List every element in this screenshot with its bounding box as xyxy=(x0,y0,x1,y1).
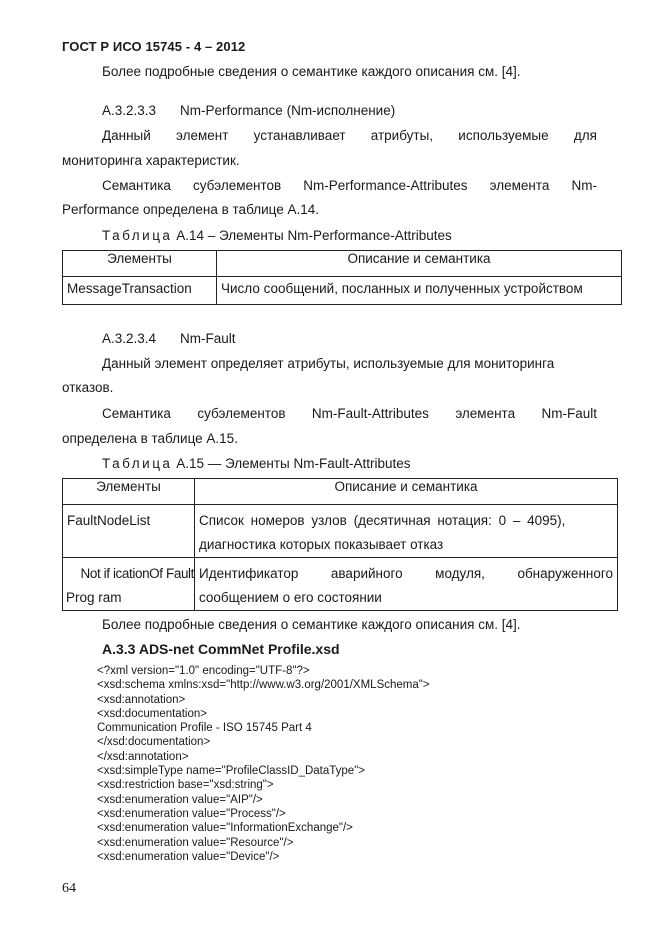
paragraph-performance-semantics-line2: Performance определена в таблице А.14. xyxy=(62,202,319,217)
table-cell xyxy=(195,558,618,611)
table-cell: Число сообщений, посланных и полученных устройством xyxy=(217,277,622,305)
code-line: <xsd:schema xmlns:xsd="http://www.w3.org/2001/XMLSchema"> xyxy=(97,679,430,692)
table-caption-a14 xyxy=(102,228,452,244)
word: Nm-Fault xyxy=(541,406,597,421)
table-header-elements: Элементы xyxy=(63,479,195,505)
code-line: <xsd:enumeration value="AIP"/> xyxy=(97,793,263,806)
word: Идентификатор xyxy=(199,566,299,581)
code-line: Communication Profile - ISO 15745 Part 4 xyxy=(97,722,312,735)
subsection-heading-performance xyxy=(102,103,395,119)
subsection-heading-fault xyxy=(102,331,236,347)
word: элемента xyxy=(455,406,516,421)
paragraph-fault-line2: отказов. xyxy=(62,380,114,395)
cell-line: FaultNodeList xyxy=(67,513,151,528)
word: обнаруженного xyxy=(517,566,613,581)
code-line: <xsd:enumeration value="InformationExchange"/> xyxy=(97,822,353,835)
word: устанавливает xyxy=(253,128,346,143)
table-a14 xyxy=(62,250,622,305)
table-cell: MessageTransaction xyxy=(63,277,217,305)
subsection-title: Nm-Performance (Nm-исполнение) xyxy=(180,103,396,118)
word: атрибуты, xyxy=(370,128,434,143)
word: Данный xyxy=(102,128,151,143)
paragraph-performance-semantics-line1 xyxy=(102,178,597,194)
subsection-number: A.3.2.3.3 xyxy=(102,103,157,118)
word: Nm-Performance-Attributes xyxy=(303,178,468,193)
cell-line: Prog ram xyxy=(66,590,122,605)
section-heading-xsd: A.3.3 ADS-net CommNet Profile.xsd xyxy=(102,641,340,657)
word: Nm-Fault-Attributes xyxy=(311,406,429,421)
code-line: <xsd:enumeration value="Process"/> xyxy=(97,807,286,820)
code-line: <xsd:annotation> xyxy=(97,693,186,706)
code-line: <xsd:simpleType name="ProfileClassID_DataType"> xyxy=(97,765,365,778)
code-line: <xsd:restriction base="xsd:string"> xyxy=(97,779,274,792)
document-header: ГОСТ Р ИСО 15745 - 4 – 2012 xyxy=(62,39,246,54)
word: аварийного xyxy=(330,566,403,581)
word: Семантика xyxy=(102,178,171,193)
word: модуля, xyxy=(435,566,485,581)
table-caption-a15 xyxy=(102,456,411,472)
code-line: <xsd:documentation> xyxy=(97,707,207,720)
paragraph-performance-line2: мониторинга характеристик. xyxy=(62,153,240,168)
code-line: <xsd:enumeration value="Resource"/> xyxy=(97,836,294,849)
word: для xyxy=(573,128,597,143)
paragraph-fault-line1: Данный элемент определяет атрибуты, используемые для мониторинга xyxy=(102,356,555,371)
table-row xyxy=(63,558,618,611)
code-line: <?xml version="1.0" encoding="UTF-8"?> xyxy=(97,665,310,677)
table-cell xyxy=(63,505,195,558)
cell-line: сообщением о его состоянии xyxy=(199,590,382,605)
cell-line xyxy=(199,562,613,586)
caption-prefix: Таблица xyxy=(102,228,173,243)
caption-text: А.15 — Элементы Nm-Fault-Attributes xyxy=(176,456,411,471)
table-row xyxy=(63,505,618,558)
paragraph-fault-semantics-line2: определена в таблице А.15. xyxy=(62,431,238,446)
word: элемент xyxy=(176,128,229,143)
cell-line: Not if icationOf Fault xyxy=(80,566,194,581)
subsection-number: A.3.2.3.4 xyxy=(102,331,157,346)
word: используемые xyxy=(458,128,549,143)
table-a15 xyxy=(62,478,618,611)
word: Nm- xyxy=(571,178,597,193)
code-line: <xsd:enumeration value="Device"/> xyxy=(97,850,280,863)
caption-prefix: Таблица xyxy=(102,456,173,471)
paragraph-fault-semantics-line1 xyxy=(102,406,597,422)
table-row xyxy=(63,277,622,305)
paragraph-outro: Более подробные сведения о семантике каждого описания см. [4]. xyxy=(102,617,521,632)
word: субэлементов xyxy=(197,406,286,421)
page-number: 64 xyxy=(62,881,76,896)
table-header-elements: Элементы xyxy=(63,251,217,277)
cell-line: Список номеров узлов (десятичная нотация: 0 – 4095), xyxy=(199,513,566,528)
code-line: </xsd:annotation> xyxy=(97,750,189,763)
caption-text: А.14 – Элементы Nm-Performance-Attributes xyxy=(176,228,452,243)
word: элемента xyxy=(489,178,550,193)
table-cell xyxy=(195,505,618,558)
paragraph-performance-line1 xyxy=(102,128,597,144)
code-line: </xsd:documentation> xyxy=(97,736,211,749)
code-block xyxy=(97,664,430,864)
word: субэлементов xyxy=(193,178,282,193)
paragraph-intro: Более подробные сведения о семантике каждого описания см. [4]. xyxy=(102,64,521,79)
word: Семантика xyxy=(102,406,171,421)
table-header-description: Описание и семантика xyxy=(217,251,622,277)
cell-line: диагностика которых показывает отказ xyxy=(199,537,444,552)
subsection-title: Nm-Fault xyxy=(180,331,236,346)
table-cell xyxy=(63,558,195,611)
table-header-description: Описание и семантика xyxy=(195,479,618,505)
